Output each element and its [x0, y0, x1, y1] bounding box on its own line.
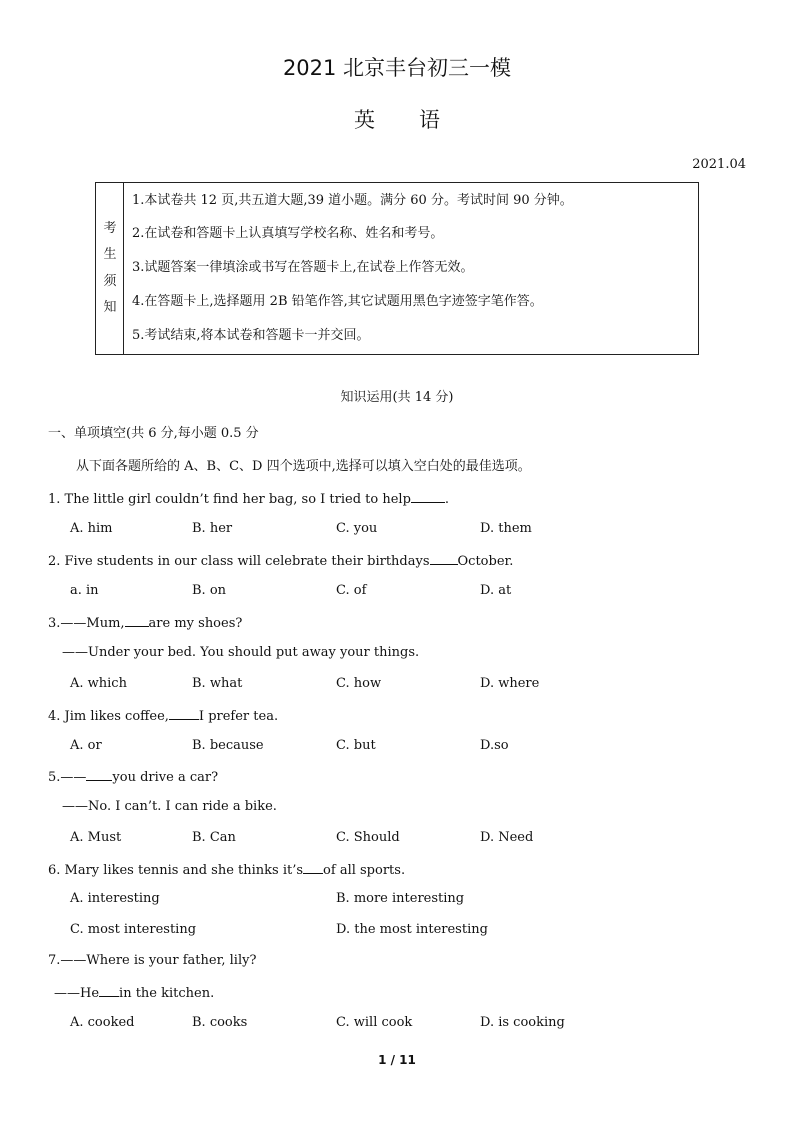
answer-blank: [411, 490, 445, 503]
notice-item: 5.考试结束,将本试卷和答题卡一并交回。: [132, 328, 370, 343]
option: B. on: [192, 583, 227, 598]
notice-item: 4.在答题卡上,选择题用 2B 铅笔作答,其它试题用黑色字迹签字笔作答。: [132, 294, 543, 309]
stem-text: you drive a car?: [112, 770, 219, 785]
option: D. Need: [480, 830, 534, 845]
option: C. how: [336, 676, 382, 691]
answer-blank: [99, 984, 119, 997]
instruction: 从下面各题所给的 A、B、C、D 四个选项中,选择可以填入空白处的最佳选项。: [76, 459, 531, 474]
option: C. most interesting: [70, 922, 197, 937]
question-stem: 7.——Where is your father, lily?: [48, 953, 257, 968]
option: B. Can: [192, 830, 236, 845]
question-stem: [48, 614, 242, 631]
question-stem: [48, 707, 278, 724]
option: A. Must: [70, 830, 122, 845]
option: D. the most interesting: [336, 922, 488, 937]
notice-item: 3.试题答案一律填涂或书写在答题卡上,在试卷上作答无效。: [132, 260, 474, 275]
option: A. cooked: [70, 1015, 135, 1030]
option: B. because: [192, 738, 264, 753]
stem-text: 3.——Mum,: [48, 616, 125, 631]
option: C. you: [336, 521, 378, 536]
option: C. of: [336, 583, 367, 598]
option: D.so: [480, 738, 509, 753]
option: D. where: [480, 676, 540, 691]
question-stem: [48, 768, 218, 785]
stem-text: I prefer tea.: [198, 709, 279, 724]
option: D. them: [480, 521, 532, 536]
option: D. at: [480, 583, 512, 598]
stem-text: 1. The little girl couldn’t find her bag, so I tried to help: [48, 492, 411, 507]
question-stem: [48, 490, 449, 507]
notice-box: [95, 182, 699, 355]
reply-line: ——Under your bed. You should put away your things.: [62, 645, 420, 660]
reply-line: ——No. I can’t. I can ride a bike.: [62, 799, 277, 814]
reply-line: [54, 984, 214, 1001]
option: A. interesting: [70, 891, 160, 906]
subject-title: 英语: [354, 108, 484, 132]
option: C. will cook: [336, 1015, 413, 1030]
notice-label-char: 考: [103, 221, 117, 236]
stem-text: are my shoes?: [148, 616, 243, 631]
notice-item: 1.本试卷共 12 页,共五道大题,39 道小题。满分 60 分。考试时间 90 分钟。: [132, 193, 573, 208]
stem-text: 5.——: [48, 770, 87, 785]
answer-blank: [125, 614, 149, 627]
stem-text: 6. Mary likes tennis and she thinks it’s: [48, 863, 304, 878]
stem-text: October.: [457, 554, 514, 569]
answer-blank: [430, 552, 458, 565]
reply-text: ——He: [54, 986, 100, 1001]
option: C. but: [336, 738, 376, 753]
notice-item: 2.在试卷和答题卡上认真填写学校名称、姓名和考号。: [132, 226, 444, 241]
option: A. him: [70, 521, 113, 536]
question-stem: [48, 552, 513, 569]
answer-blank: [169, 707, 199, 720]
option: C. Should: [336, 830, 400, 845]
question-stem: [48, 861, 405, 878]
stem-text: .: [444, 492, 450, 507]
option: D. is cooking: [480, 1015, 565, 1030]
notice-label-char: 生: [103, 247, 117, 262]
page-number: 1 / 11: [378, 1053, 416, 1067]
option: A. or: [70, 738, 102, 753]
answer-blank: [86, 768, 112, 781]
option: B. cooks: [192, 1015, 248, 1030]
stem-text: 2. Five students in our class will celebrate their birthdays: [48, 554, 430, 569]
option: B. more interesting: [336, 891, 465, 906]
reply-text: in the kitchen.: [119, 986, 215, 1001]
section-heading: 知识运用(共 14 分): [340, 390, 454, 405]
option: B. her: [192, 521, 233, 536]
stem-text: of all sports.: [323, 863, 406, 878]
page-title: 2021 北京丰台初三一模: [282, 56, 512, 80]
answer-blank: [303, 861, 323, 874]
option: A. which: [70, 676, 127, 691]
option: a. in: [70, 583, 99, 598]
exam-date: 2021.04: [692, 157, 746, 172]
option: B. what: [192, 676, 243, 691]
notice-label-char: 须: [103, 274, 117, 289]
notice-label: [96, 183, 124, 354]
part-heading: 一、单项填空(共 6 分,每小题 0.5 分: [48, 426, 259, 441]
stem-text: 4. Jim likes coffee,: [48, 709, 169, 724]
notice-label-char: 知: [103, 300, 117, 315]
